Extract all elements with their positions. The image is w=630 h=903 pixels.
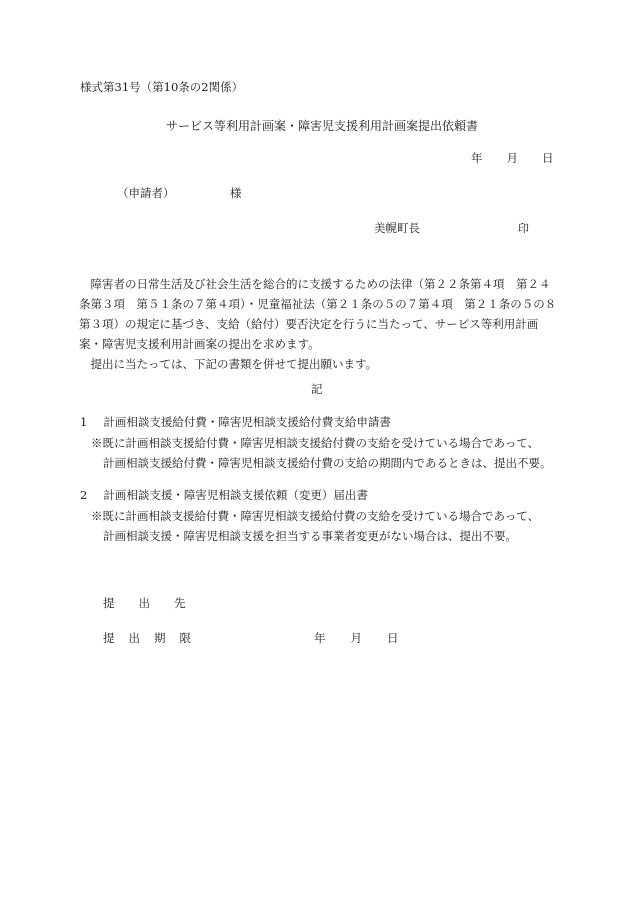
date-day: 日 [542, 151, 554, 165]
addressee-honorific: 様 [230, 186, 242, 200]
date-year: 年 [471, 151, 483, 165]
deadline-year: 年 [314, 631, 326, 645]
seal-mark: 印 [518, 222, 529, 235]
issuer-name: 美幌町長 [374, 221, 420, 235]
item-2-note [91, 506, 539, 546]
body-text [79, 274, 557, 374]
date-month: 月 [506, 151, 518, 165]
item-1-title: 計画相談支援給付費・障害児相談支援給付費支給申請書 [103, 415, 391, 429]
submission-destination-label [103, 597, 186, 611]
body-paragraph-1: 障害者の日常生活及び社会生活を総合的に支援するための法律（第２２条第４項 第２４条第３項 第５１条の７第４項）・児童福祉法（第２１条の５の７第４項 第２１条の５の８第３項）の規定に基づき、支給（給付）要否決定を行うに当たって、サービス等利用計画案・障害児支援利用計画案の提出を求めます。 [79, 277, 557, 351]
deadline-char-2: 出 [128, 631, 140, 645]
item-1-number: 1 [80, 415, 88, 429]
item-2-number: 2 [80, 488, 88, 502]
deadline-char-4: 限 [179, 631, 191, 645]
ki-heading: 記 [311, 382, 323, 396]
item-2-note-line1: ※既に計画相談支援給付費・障害児相談支援給付費の支給を受けている場合であって、 [91, 509, 540, 523]
submission-deadline-label [103, 632, 191, 646]
item-1-heading [80, 416, 391, 430]
deadline-day: 日 [387, 631, 399, 645]
addressee-label: （申請者） [117, 186, 175, 200]
item-1-note-line1: ※既に計画相談支援給付費・障害児相談支援給付費の支給を受けている場合であって、 [91, 436, 540, 450]
item-2-heading [80, 489, 368, 503]
destination-char-3: 先 [174, 596, 186, 610]
destination-char-2: 出 [138, 596, 150, 610]
destination-char-1: 提 [103, 596, 115, 610]
item-1-note-line2: 計画相談支援給付費・障害児相談支援給付費の支給の期間内であるときは、提出不要。 [103, 456, 552, 470]
deadline-char-1: 提 [103, 631, 115, 645]
deadline-char-3: 期 [154, 631, 166, 645]
deadline-date [314, 632, 399, 646]
item-1-note [91, 433, 552, 473]
item-2-note-line2: 計画相談支援・障害児相談支援を担当する事業者変更がない場合は、提出不要。 [103, 529, 517, 543]
date-line [471, 152, 554, 166]
item-2-title: 計画相談支援・障害児相談支援依頼（変更）届出書 [103, 488, 368, 502]
body-paragraph-2: 提出に当たっては、下記の書類を併せて提出願います。 [90, 357, 378, 371]
form-number: 様式第31号（第10条の2関係） [80, 80, 244, 94]
document-title: サービス等利用計画案・障害児支援利用計画案提出依頼書 [166, 119, 479, 133]
deadline-month: 月 [350, 631, 362, 645]
